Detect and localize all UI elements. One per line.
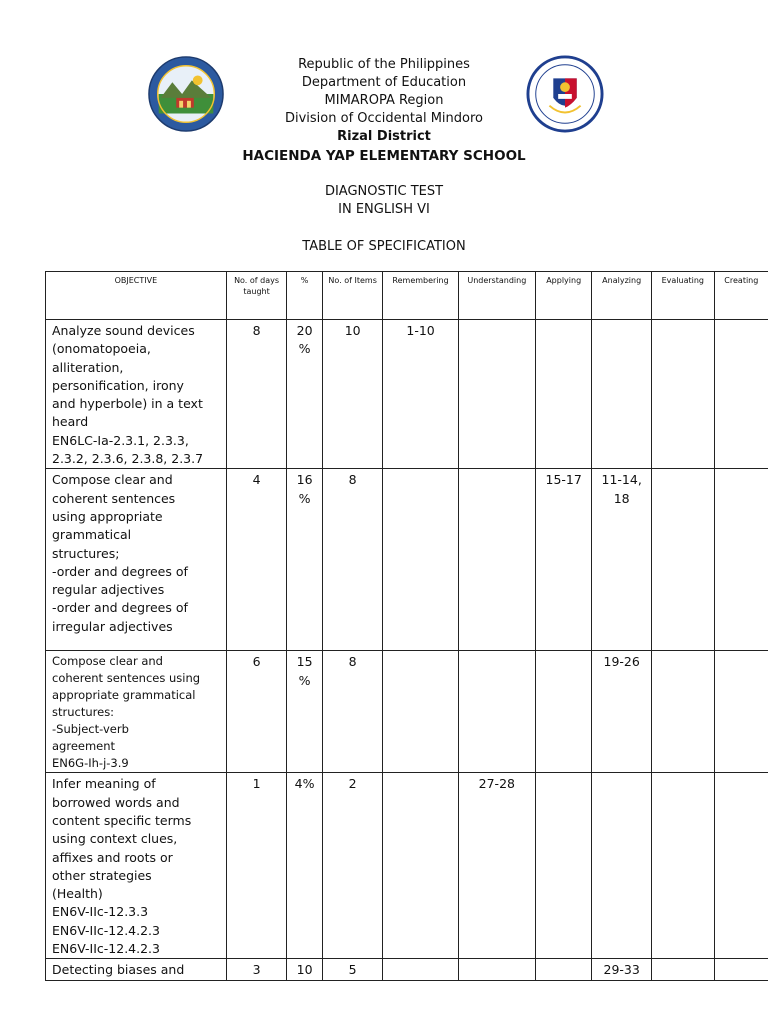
evaluating-cell — [651, 959, 714, 980]
header-no-of-items: No. of Items — [322, 272, 383, 320]
percent-cell: 15 % — [287, 651, 323, 773]
items-cell: 5 — [322, 959, 383, 980]
header-school-name: HACIENDA YAP ELEMENTARY SCHOOL — [242, 148, 526, 164]
test-title-line-1: DIAGNOSTIC TEST — [324, 184, 444, 199]
remembering-cell: 1-10 — [383, 320, 458, 469]
objective-line: EN6G-Ih-j-3.9 — [52, 756, 129, 771]
objective-line: Analyze sound devices — [52, 323, 195, 338]
understanding-cell — [458, 651, 535, 773]
table-body — [46, 320, 768, 981]
remembering-cell — [383, 959, 458, 980]
remembering-cell — [383, 773, 458, 959]
objective-line: Compose clear and — [52, 472, 173, 488]
objective-line: -order and degrees of — [52, 563, 188, 579]
objective-line: structures: — [52, 705, 115, 720]
objective-line: appropriate grammatical — [52, 688, 196, 703]
days-cell: 1 — [226, 773, 287, 959]
header-line-republic: Republic of the Philippines — [298, 57, 470, 72]
evaluating-cell — [651, 651, 714, 773]
objective-line: borrowed words and — [52, 794, 180, 810]
objective-line: agreement — [52, 739, 116, 754]
remembering-cell — [383, 469, 458, 651]
analyzing-cell — [592, 773, 652, 959]
header-days-taught: No. of days taught — [226, 272, 287, 320]
header-line-region: MIMAROPA Region — [324, 93, 444, 108]
creating-cell — [714, 651, 768, 773]
table-row — [46, 651, 768, 773]
applying-cell — [535, 320, 591, 469]
objective-line: coherent sentences — [52, 490, 176, 506]
creating-cell — [714, 469, 768, 651]
objective-line: heard — [52, 414, 89, 430]
header-line-division: Division of Occidental Mindoro — [284, 111, 484, 126]
objective-line: EN6LC-Ia-2.3.1, 2.3.3, — [52, 432, 189, 448]
percent-cell: 16 % — [287, 469, 323, 651]
objective-line: (onomatopoeia, — [52, 341, 151, 357]
understanding-cell — [458, 320, 535, 469]
objective-cell — [46, 773, 227, 959]
understanding-cell: 27-28 — [458, 773, 535, 959]
percent-cell: 10 — [287, 959, 323, 980]
analyzing-cell: 19-26 — [592, 651, 652, 773]
applying-cell — [535, 959, 591, 980]
objective-line: EN6V-IIc-12.3.3 — [52, 904, 149, 920]
percent-cell: 20 % — [287, 320, 323, 469]
objective-line: grammatical — [52, 527, 132, 543]
objective-line: affixes and roots or — [52, 849, 173, 865]
days-cell: 8 — [226, 320, 287, 469]
objective-line: Compose clear and — [52, 654, 163, 669]
items-cell: 2 — [322, 773, 383, 959]
objective-line: and hyperbole) in a text — [52, 396, 203, 412]
percent-cell: 4% — [287, 773, 323, 959]
creating-cell — [714, 320, 768, 469]
objective-line: Infer meaning of — [52, 776, 156, 792]
evaluating-cell — [651, 773, 714, 959]
applying-cell — [535, 651, 591, 773]
analyzing-cell: 11-14, 18 — [592, 469, 652, 651]
applying-cell: 15-17 — [535, 469, 591, 651]
objective-line: coherent sentences using — [52, 671, 201, 686]
objective-cell — [46, 651, 227, 773]
header-percent: % — [287, 272, 323, 320]
days-cell: 6 — [226, 651, 287, 773]
items-cell: 10 — [322, 320, 383, 469]
objective-cell — [46, 320, 227, 469]
header-creating: Creating — [714, 272, 768, 320]
applying-cell — [535, 773, 591, 959]
days-cell: 3 — [226, 959, 287, 980]
objective-line: EN6V-IIc-12.4.2.3 — [52, 941, 160, 957]
test-title-line-2: IN ENGLISH VI — [338, 202, 430, 217]
objective-line: (Health) — [52, 886, 103, 902]
table-row — [46, 469, 768, 651]
items-cell: 8 — [322, 469, 383, 651]
table-title: TABLE OF SPECIFICATION — [302, 239, 466, 254]
evaluating-cell — [651, 320, 714, 469]
table-header-row — [46, 272, 768, 320]
objective-line: structures; — [52, 545, 120, 561]
items-cell: 8 — [322, 651, 383, 773]
header-analyzing: Analyzing — [592, 272, 652, 320]
objective-line: other strategies — [52, 867, 152, 883]
objective-line: regular adjectives — [52, 582, 165, 598]
header-understanding: Understanding — [458, 272, 535, 320]
evaluating-cell — [651, 469, 714, 651]
objective-line: -Subject-verb — [52, 722, 129, 737]
table-row — [46, 959, 768, 980]
days-cell: 4 — [226, 469, 287, 651]
objective-line: Detecting biases and — [52, 962, 185, 978]
objective-line: 2.3.2, 2.3.6, 2.3.8, 2.3.7 — [52, 451, 204, 467]
table-of-specification — [45, 271, 768, 981]
objective-line: EN6V-IIc-12.4.2.3 — [52, 922, 160, 938]
objective-line: irregular adjectives — [52, 618, 173, 634]
table-row — [46, 320, 768, 469]
header-remembering: Remembering — [383, 272, 458, 320]
creating-cell — [714, 959, 768, 980]
header-district: Rizal District — [337, 129, 431, 144]
analyzing-cell — [592, 320, 652, 469]
header-applying: Applying — [535, 272, 591, 320]
objective-line: alliteration, — [52, 359, 124, 375]
header-line-department: Department of Education — [301, 75, 467, 90]
creating-cell — [714, 773, 768, 959]
understanding-cell — [458, 469, 535, 651]
remembering-cell — [383, 651, 458, 773]
header-objective: OBJECTIVE — [46, 272, 227, 320]
objective-cell — [46, 469, 227, 651]
objective-line: personification, irony — [52, 377, 184, 393]
objective-cell — [46, 959, 227, 980]
header-evaluating: Evaluating — [651, 272, 714, 320]
table-row — [46, 773, 768, 959]
understanding-cell — [458, 959, 535, 980]
objective-line: -order and degrees of — [52, 600, 188, 616]
analyzing-cell: 29-33 — [592, 959, 652, 980]
objective-line: using appropriate — [52, 508, 163, 524]
objective-line: content specific terms — [52, 812, 192, 828]
objective-line: using context clues, — [52, 831, 178, 847]
